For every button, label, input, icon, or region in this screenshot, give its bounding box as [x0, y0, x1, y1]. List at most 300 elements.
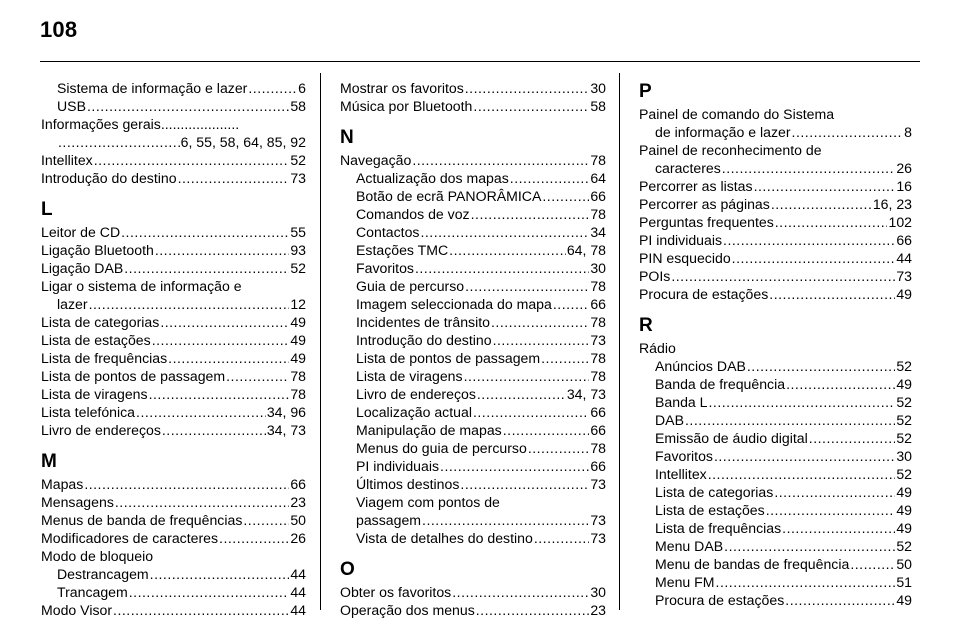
dot-leader: [412, 151, 589, 169]
index-entry: [340, 385, 606, 403]
index-entry-page: 52: [896, 358, 912, 374]
index-entry-term: Mensagens: [41, 494, 114, 510]
index-entry-page: 49: [896, 484, 912, 500]
index-entry-term: POIs: [639, 268, 671, 284]
dot-leader: [422, 511, 589, 529]
index-entry-term: PIN esquecido: [639, 250, 731, 266]
index-entry-line: [639, 141, 912, 159]
index-entry-page: 44: [290, 602, 306, 618]
index-entry-line: [639, 105, 912, 123]
index-entry-term: Procura de estações: [655, 592, 785, 608]
header-rule: [40, 61, 920, 62]
index-entry-page: 64, 78: [566, 242, 606, 258]
index-entry: [340, 97, 606, 115]
dot-leader: [685, 411, 895, 429]
index-entry-page: 55: [290, 224, 306, 240]
index-entry-term: Lista de viragens: [41, 386, 148, 402]
dot-leader: [534, 529, 589, 547]
index-entry-term: Perguntas frequentes: [639, 214, 774, 230]
index-entry-term: Livro de endereços: [41, 422, 161, 438]
index-entry-page: 78: [590, 152, 606, 168]
index-entry-page: 26: [290, 530, 306, 546]
dot-leader: [129, 583, 290, 601]
index-entry-page: 44: [290, 584, 306, 600]
index-entry-page: 73: [896, 268, 912, 284]
index-entry: [340, 457, 606, 475]
dot-leader: [219, 529, 289, 547]
dot-leader: [124, 259, 289, 277]
index-entry-page: 34, 73: [266, 422, 306, 438]
index-entry-term: Viagem com pontos de: [356, 494, 500, 510]
index-entry: [340, 601, 606, 619]
dot-leader: [415, 259, 589, 277]
index-entry-term: Lista de categorias: [655, 484, 774, 500]
index-entry: [340, 79, 606, 97]
index-entry-term: Menus do guia de percurso: [356, 440, 527, 456]
index-entry: [41, 601, 306, 619]
index-entry-page: 16, 23: [872, 196, 912, 212]
dot-leader: [493, 331, 590, 349]
index-entry-page: 44: [896, 250, 912, 266]
index-entry-page: 73: [590, 332, 606, 348]
index-entry: [340, 313, 606, 331]
index-entry-page: 12: [290, 296, 306, 312]
index-section-letter: N: [340, 127, 354, 148]
index-entry-term: Música por Bluetooth: [340, 98, 473, 114]
index-entry-term: Percorrer as páginas: [639, 196, 770, 212]
dot-leader: [113, 601, 289, 619]
index-section-letter: R: [639, 315, 653, 336]
index-entry-page: 23: [590, 602, 606, 618]
page-number: 108: [40, 17, 78, 42]
index-entry-term: Favoritos: [356, 260, 414, 276]
index-entry-term: Percorrer as listas: [639, 178, 753, 194]
index-entry-page: 52: [290, 152, 306, 168]
index-entry-page: 44: [290, 566, 306, 582]
index-entry-page: 6, 55, 58, 64, 85, 92: [180, 134, 306, 150]
dot-leader: [722, 159, 896, 177]
index-entry: [340, 259, 606, 277]
index-entry-page: 78: [590, 278, 606, 294]
index-entry: [41, 385, 306, 403]
index-entry-page: 73: [590, 530, 606, 546]
dot-leader: [464, 367, 590, 385]
dot-leader: [476, 601, 590, 619]
index-entry: [340, 403, 606, 421]
index-entry-term: Contactos: [356, 224, 420, 240]
dot-leader: [440, 457, 589, 475]
index-entry: [41, 421, 306, 439]
index-entry-term: passagem: [356, 512, 422, 528]
index-entry-term: lazer: [57, 296, 88, 312]
index-entry-page: 66: [590, 458, 606, 474]
index-entry-page: 49: [896, 502, 912, 518]
index-entry: [41, 241, 306, 259]
index-entry: [340, 421, 606, 439]
index-entry-term: Ligar o sistema de informação e: [41, 278, 242, 294]
dot-leader: [491, 313, 589, 331]
dot-leader: [162, 421, 266, 439]
index-entry: [41, 475, 306, 493]
dot-leader: [724, 537, 895, 555]
index-entry: [639, 555, 912, 573]
index-entry-page: 8: [904, 124, 912, 140]
index-entry-term: Leitor de CD: [41, 224, 121, 240]
index-entry-term: Últimos destinos: [356, 476, 460, 492]
index-entry-page: 78: [290, 368, 306, 384]
dot-leader: [471, 205, 590, 223]
index-entry-page: 30: [590, 260, 606, 276]
index-entry-page: 49: [290, 350, 306, 366]
index-entry-page: 78: [590, 368, 606, 384]
dot-leader: [747, 357, 895, 375]
dot-leader: [542, 187, 589, 205]
dot-leader: [754, 177, 896, 195]
index-entry-page: 50: [896, 556, 912, 572]
index-entry: [639, 501, 912, 519]
index-entry-page: 64: [590, 170, 606, 186]
dot-leader: [716, 573, 896, 591]
index-entry: [639, 267, 912, 285]
index-entry-page: 30: [896, 448, 912, 464]
index-entry: [41, 529, 306, 547]
column-divider: [320, 73, 321, 610]
index-entry: [639, 519, 912, 537]
index-entry-page: 49: [290, 332, 306, 348]
dot-leader: [709, 393, 896, 411]
index-entry-page: 78: [590, 350, 606, 366]
index-entry: [340, 277, 606, 295]
index-entry-term: Lista de frequências: [41, 350, 168, 366]
index-entry-term: Lista de pontos de passagem: [41, 368, 226, 384]
index-entry-term: Menu DAB: [655, 538, 724, 554]
index-entry: [41, 151, 306, 169]
index-entry: [639, 411, 912, 429]
index-entry: [41, 313, 306, 331]
index-entry-page: 30: [590, 80, 606, 96]
index-section-letter: O: [340, 559, 355, 580]
index-entry: [639, 195, 912, 213]
dot-leader: [178, 169, 290, 187]
dot-leader: [766, 501, 896, 519]
index-entry-term: PI individuais: [639, 232, 723, 248]
dot-leader: [89, 295, 290, 313]
dot-leader: [149, 385, 290, 403]
index-entry-page: 52: [896, 538, 912, 554]
index-entry: [639, 357, 912, 375]
index-entry: [639, 123, 912, 141]
index-entry-term: Modo Visor: [41, 602, 113, 618]
index-entry-page: 66: [290, 476, 306, 492]
dot-leader: [226, 367, 289, 385]
index-entry-page: 93: [290, 242, 306, 258]
dot-leader: [168, 349, 289, 367]
index-entry-page: 52: [290, 260, 306, 276]
index-entry: [340, 583, 606, 601]
index-entry-page: 23: [290, 494, 306, 510]
dot-leader: [465, 79, 590, 97]
index-entry-page: 49: [896, 376, 912, 392]
dot-leader: [774, 483, 895, 501]
index-entry-term: PI individuais: [356, 458, 440, 474]
index-entry-page: 52: [896, 430, 912, 446]
index-entry-term: Lista de pontos de passagem: [356, 350, 541, 366]
index-entry: [41, 79, 306, 97]
dot-leader: [792, 123, 904, 141]
index-entry-term: Menu FM: [655, 574, 715, 590]
index-entry-page: 49: [896, 520, 912, 536]
index-entry-term: Anúncios DAB: [655, 358, 746, 374]
index-entry-term: Lista de estações: [655, 502, 765, 518]
index-column-1: [41, 79, 306, 619]
index-entry-term: Menu de bandas de frequência: [655, 556, 850, 572]
dot-leader: [771, 195, 872, 213]
index-entry-term: caracteres: [655, 160, 721, 176]
index-entry: [340, 511, 606, 529]
index-entry-term: Mostrar os favoritos: [340, 80, 464, 96]
dot-leader: [248, 79, 297, 97]
index-entry-term: Informações gerais....................: [41, 116, 240, 132]
index-entry-term: Ligação DAB: [41, 260, 124, 276]
index-entry-page: 78: [590, 314, 606, 330]
dot-leader: [732, 249, 896, 267]
index-entry: [340, 349, 606, 367]
dot-leader: [115, 493, 289, 511]
index-entry-page: 52: [896, 412, 912, 428]
index-entry: [639, 447, 912, 465]
index-entry-term: DAB: [655, 412, 684, 428]
index-entry-term: Intellitex: [41, 152, 93, 168]
index-entry-page: 73: [590, 512, 606, 528]
index-entry: [639, 393, 912, 411]
column-divider: [619, 73, 620, 610]
index-entry-term: Localização actual: [356, 404, 472, 420]
index-entry-page: 49: [290, 314, 306, 330]
index-entry-page: 30: [590, 584, 606, 600]
index-entry-page: 6: [298, 80, 306, 96]
index-entry-term: Modo de bloqueio: [41, 548, 154, 564]
index-entry-term: Banda L: [655, 394, 708, 410]
index-entry: [639, 375, 912, 393]
index-entry-term: Comandos de voz: [356, 206, 470, 222]
index-entry-term: Introdução do destino: [356, 332, 492, 348]
dot-leader: [150, 565, 290, 583]
index-entry-term: Intellitex: [655, 466, 707, 482]
dot-leader: [528, 439, 590, 457]
index-entry: [340, 187, 606, 205]
index-entry-page: 78: [290, 386, 306, 402]
index-entry-term: Painel de reconhecimento de: [639, 142, 822, 158]
index-entry-term: Lista de viragens: [356, 368, 463, 384]
index-entry-term: Lista de frequências: [655, 520, 782, 536]
index-column-3: [639, 79, 912, 609]
index-entry: [41, 565, 306, 583]
index-entry: [639, 249, 912, 267]
index-entry-term: Ligação Bluetooth: [41, 242, 154, 258]
index-entry: [340, 169, 606, 187]
dot-leader: [155, 241, 289, 259]
index-entry-page: 16: [896, 178, 912, 194]
index-entry-page: 50: [290, 512, 306, 528]
index-entry: [639, 231, 912, 249]
dot-leader: [708, 465, 896, 483]
index-entry-page: 66: [590, 188, 606, 204]
dot-leader: [452, 583, 589, 601]
index-entry-line: [639, 339, 912, 357]
dot-leader: [541, 349, 589, 367]
dot-leader: [850, 555, 895, 573]
index-entry-page: 52: [896, 466, 912, 482]
dot-leader: [160, 313, 289, 331]
dot-leader: [769, 285, 895, 303]
index-entry-page: 66: [896, 232, 912, 248]
dot-leader: [465, 277, 589, 295]
index-entry: [41, 223, 306, 241]
index-entry-term: Guia de percurso: [356, 278, 465, 294]
index-entry-line: [340, 493, 606, 511]
index-entry-page: 66: [590, 404, 606, 420]
index-entry-page: 34, 96: [266, 404, 306, 420]
index-entry: [639, 465, 912, 483]
index-entry-page: 51: [896, 574, 912, 590]
index-entry: [41, 97, 306, 115]
index-entry-term: Obter os favoritos: [340, 584, 452, 600]
index-entry-page: 34, 73: [566, 386, 606, 402]
index-entry: [340, 331, 606, 349]
index-entry-term: Emissão de áudio digital: [655, 430, 808, 446]
dot-leader: [243, 511, 289, 529]
dot-leader: [473, 97, 589, 115]
index-entry: [639, 537, 912, 555]
index-entry-term: Banda de frequência: [655, 376, 786, 392]
index-entry-line: [41, 277, 306, 295]
index-entry-term: Lista telefónica: [41, 404, 136, 420]
index-entry-term: Imagem seleccionada do mapa: [356, 296, 552, 312]
index-entry: [639, 591, 912, 609]
index-entry-page: 34: [590, 224, 606, 240]
index-entry: [639, 429, 912, 447]
index-entry-term: USB: [57, 98, 86, 114]
index-entry-term: Menus de banda de frequências: [41, 512, 243, 528]
index-entry-term: Trancagem: [57, 584, 128, 600]
index-entry-term: Painel de comando do Sistema: [639, 106, 835, 122]
index-entry-page: 66: [590, 296, 606, 312]
index-entry: [340, 529, 606, 547]
index-section-letter: M: [41, 451, 57, 472]
dot-leader: [420, 223, 589, 241]
index-entry-term: Procura de estações: [639, 286, 769, 302]
index-entry-page: 73: [590, 476, 606, 492]
index-entry-page: 52: [896, 394, 912, 410]
index-entry: [340, 295, 606, 313]
index-entry-term: Introdução do destino: [41, 170, 177, 186]
index-entry-page: 49: [896, 592, 912, 608]
index-entry: [639, 573, 912, 591]
index-entry: [41, 133, 306, 151]
dot-leader: [121, 223, 289, 241]
index-entry-term: Vista de detalhes do destino: [356, 530, 533, 546]
index-entry-term: Mapas: [41, 476, 84, 492]
index-entry: [340, 475, 606, 493]
index-entry-page: 58: [590, 98, 606, 114]
index-entry: [340, 151, 606, 169]
dot-leader: [782, 519, 895, 537]
index-entry: [340, 205, 606, 223]
index-entry-line: [41, 115, 306, 133]
index-entry-term: Operação dos menus: [340, 602, 475, 618]
index-entry: [41, 511, 306, 529]
index-entry-term: Botão de ecrã PANORÂMICA: [356, 188, 542, 204]
dot-leader: [477, 385, 566, 403]
dot-leader: [785, 591, 895, 609]
index-entry: [639, 213, 912, 231]
index-entry-term: Livro de endereços: [356, 386, 476, 402]
index-entry-term: Rádio: [639, 340, 676, 356]
index-entry-page: 78: [590, 440, 606, 456]
index-entry-term: Actualização dos mapas: [356, 170, 509, 186]
index-entry-term: Incidentes de trânsito: [356, 314, 490, 330]
dot-leader: [87, 97, 289, 115]
index-entry: [41, 331, 306, 349]
index-entry: [41, 493, 306, 511]
dot-leader: [136, 403, 266, 421]
dot-leader: [553, 295, 589, 313]
index-entry-term: Lista de categorias: [41, 314, 160, 330]
index-entry: [340, 241, 606, 259]
index-entry-term: Lista de estações: [41, 332, 151, 348]
dot-leader: [58, 133, 180, 151]
index-entry-term: Navegação: [340, 152, 412, 168]
dot-leader: [152, 331, 290, 349]
index-entry-page: 66: [590, 422, 606, 438]
index-entry-term: Manipulação de mapas: [356, 422, 502, 438]
index-column-2: [340, 79, 606, 619]
index-entry-term: Sistema de informação e lazer: [57, 80, 248, 96]
dot-leader: [714, 447, 895, 465]
index-entry-page: 26: [896, 160, 912, 176]
dot-leader: [84, 475, 289, 493]
index-entry-term: de informação e lazer: [655, 124, 791, 140]
index-section-letter: P: [639, 81, 652, 102]
index-entry: [41, 403, 306, 421]
index-entry: [639, 159, 912, 177]
dot-leader: [510, 169, 590, 187]
index-section-letter: L: [41, 199, 53, 220]
index-entry: [340, 439, 606, 457]
index-entry-page: 78: [590, 206, 606, 222]
dot-leader: [473, 403, 589, 421]
index-entry-term: Modificadores de caracteres: [41, 530, 219, 546]
index-entry-term: Estações TMC: [356, 242, 449, 258]
index-entry-line: [41, 547, 306, 565]
dot-leader: [503, 421, 590, 439]
index-entry-page: 49: [896, 286, 912, 302]
index-entry-page: 102: [888, 214, 912, 230]
index-entry: [41, 367, 306, 385]
index-entry: [41, 349, 306, 367]
dot-leader: [94, 151, 290, 169]
dot-leader: [671, 267, 895, 285]
index-entry: [639, 177, 912, 195]
dot-leader: [786, 375, 895, 393]
dot-leader: [775, 213, 888, 231]
index-entry: [340, 367, 606, 385]
index-entry: [639, 483, 912, 501]
index-entry-page: 58: [290, 98, 306, 114]
index-entry: [639, 285, 912, 303]
index-entry: [41, 259, 306, 277]
index-entry: [41, 295, 306, 313]
